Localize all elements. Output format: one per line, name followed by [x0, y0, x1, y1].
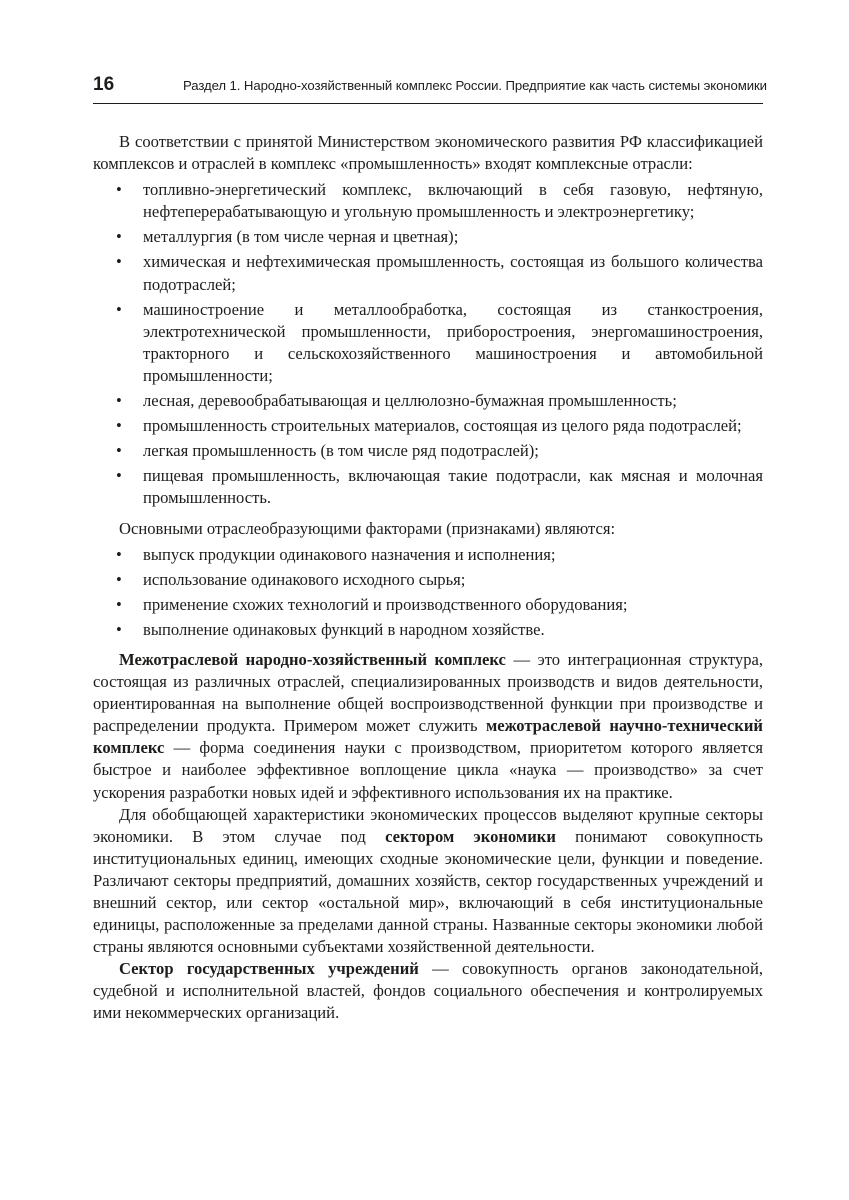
page [93, 74, 767, 1025]
paragraph-text: — форма соединения науки с производством, приоритетом которого является быстрое и наиболее эффективное воплощение цикла «наука — производство» за счет ускорения разработки новых идей и эффективного использования их на практике. [93, 738, 763, 802]
list-item: • химическая и нефтехимическая промышленность, состоящая из большого количества подотраслей; [93, 251, 763, 295]
intro-paragraph: В соответствии с принятой Министерством экономического развития РФ классификацией комплексов и отраслей в комплекс «промышленность» входят комплексные отрасли: [93, 132, 763, 174]
paragraph-text: — это интеграционная структура, состоящая из различных отраслей, специализированных производств и видов деятельности, ориентированная на выполнение общей воспроизводственной функции при производстве и распределении продукта. Примером может служить [93, 649, 763, 736]
factors-list [93, 544, 763, 641]
list-item: • лесная, деревообрабатывающая и целлюлозно-бумажная промышленность; [93, 390, 763, 412]
term-intersectoral-complex: Межотраслевой народно-хозяйственный комплекс [119, 649, 506, 669]
list-item: • использование одинакового исходного сырья; [93, 569, 763, 591]
list-item: • промышленность строительных материалов, состоящая из целого ряда подотраслей; [93, 415, 763, 437]
section-title: Раздел 1. Народно-хозяйственный комплекс России. Предприятие как часть системы экономики [183, 78, 767, 93]
paragraph-text: Для обобщающей характеристики экономических процессов выделяют крупные секторы экономики. В этом случае под [93, 804, 763, 846]
list-item: • машиностроение и металлообработка, состоящая из станкостроения, электротехнической промышленности, приборостроения, энергомашиностроения, тракторного и сельскохозяйственного машиностроения и автомобильной промышленности; [93, 299, 763, 387]
factors-intro-paragraph: Основными отраслеобразующими факторами (признаками) являются: [119, 518, 616, 538]
paragraph-text: понимают совокупность институциональных единиц, имеющих сходные экономические цели, функции и поведение. Различают секторы предприятий, домашних хозяйств, сектор государственных учреждений и внешний сектор, или сектор «остальной мир», включающий в себя институциональные единицы, расположенные за пределами данной страны. Названные секторы экономики любой страны являются основными субъектами хозяйственной деятельности. [93, 826, 763, 957]
intersectoral-complex-paragraph [93, 649, 763, 804]
page-number: 16 [93, 74, 115, 95]
list-item: • пищевая промышленность, включающая такие подотрасли, как мясная и молочная промышленность. [93, 465, 763, 509]
body-text [93, 131, 763, 1025]
government-sector-paragraph [93, 958, 763, 1024]
running-header [93, 74, 767, 104]
term-government-sector: Сектор государственных учреждений [119, 959, 419, 979]
paragraph-text: — совокупность органов законодательной, судебной и исполнительной властей, фондов социального обеспечения и контролируемых ими некоммерческих организаций. [93, 959, 763, 1023]
list-item: • применение схожих технологий и производственного оборудования; [93, 594, 763, 616]
list-item: • легкая промышленность (в том числе ряд подотраслей); [93, 440, 763, 462]
list-item: • металлургия (в том числе черная и цветная); [93, 226, 763, 248]
list-item: • выпуск продукции одинакового назначения и исполнения; [93, 544, 763, 566]
term-economic-sector: сектором экономики [385, 826, 556, 846]
list-item: • топливно-энергетический комплекс, включающий в себя газовую, нефтяную, нефтеперерабатывающую и угольную промышленность и электроэнергетику; [93, 179, 763, 223]
term-scientific-technical-complex: межотраслевой научно-технический комплекс [93, 716, 763, 758]
list-item: • выполнение одинаковых функций в народном хозяйстве. [93, 619, 763, 641]
industries-list [93, 179, 763, 509]
economic-sectors-paragraph [93, 804, 763, 959]
